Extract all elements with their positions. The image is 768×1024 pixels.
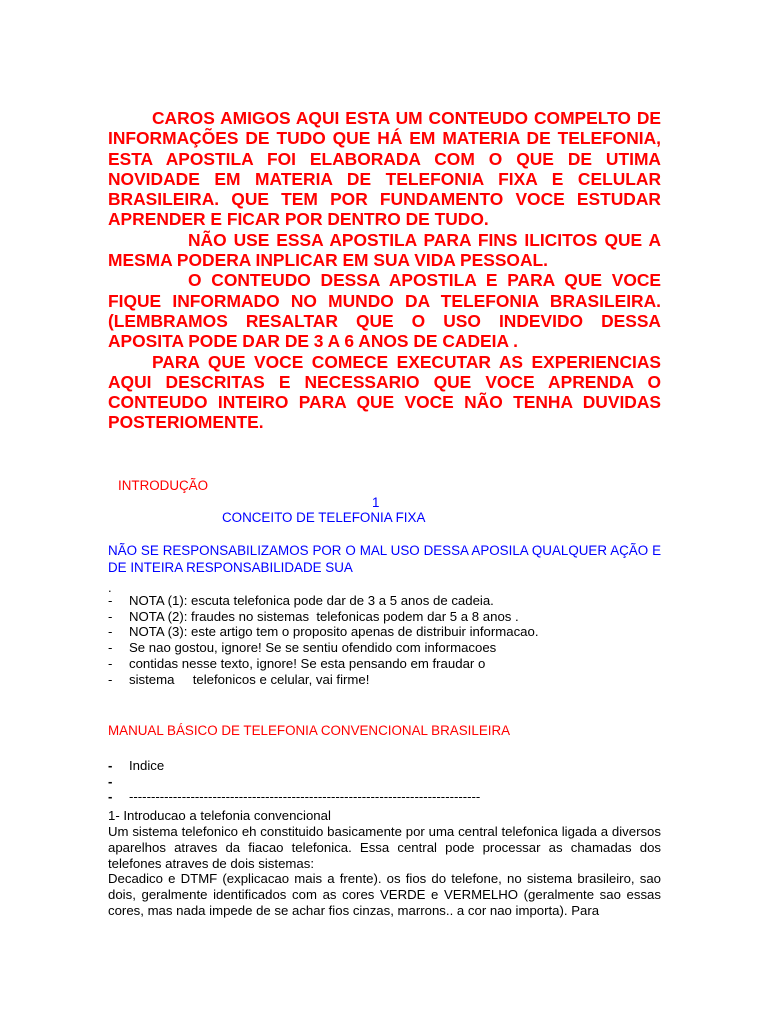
intro-heading: INTRODUÇÃO (118, 478, 209, 493)
list-item: - NOTA (3): este artigo tem o proposito apenas de distribuir informacao. (108, 624, 661, 640)
index-divider: - -------------------------------------------------------------------------------- (108, 789, 661, 805)
index-list (108, 758, 661, 805)
list-item: - Se nao gostou, ignore! Se se sentiu ofendido com informacoes (108, 640, 661, 656)
body-text (108, 824, 661, 919)
page-number: 1 (372, 495, 380, 510)
warning-paragraph: PARA QUE VOCE COMECE EXECUTAR AS EXPERIENCIAS AQUI DESCRITAS E NECESSARIO QUE VOCE APRENDA O CONTEUDO INTEIRO PARA QUE VOCE NÃO TENHA DUVIDAS POSTERIOMENTE. (108, 351, 661, 433)
disclaimer-text: NÃO SE RESPONSABILIZAMOS POR O MAL USO DESSA APOSILA QUALQUER AÇÃO E DE INTEIRA RESPONSABILIDADE SUA (108, 543, 661, 575)
warning-paragraph: NÃO USE ESSA APOSTILA PARA FINS ILICITOS QUE A MESMA PODERA INPLICAR EM SUA VIDA PESSOAL. (108, 229, 661, 271)
index-empty-item (108, 774, 661, 790)
body-paragraph: Decadico e DTMF (explicacao mais a frente). os fios do telefone, no sistema brasileiro, sao dois, geralmente identificados com as cores VERDE e VERMELHO (geralmente sao essas cores, mas nada impede de se achar fios cinzas, marrons.. a cor nao importa). Para (108, 871, 661, 918)
manual-heading: MANUAL BÁSICO DE TELEFONIA CONVENCIONAL BRASILEIRA (108, 723, 511, 738)
list-item: - contidas nesse texto, ignore! Se esta pensando em fraudar o (108, 656, 661, 672)
warning-paragraph: O CONTEUDO DESSA APOSTILA E PARA QUE VOCE FIQUE INFORMADO NO MUNDO DA TELEFONIA BRASILEIRA. (LEMBRAMOS RESALTAR QUE O USO INDEVIDO DESSA APOSITA PODE DAR DE 3 A 6 ANOS DE CADEIA . (108, 270, 661, 352)
index-label: - Indice (108, 758, 661, 774)
list-item: - NOTA (1): escuta telefonica pode dar de 3 a 5 anos de cadeia. (108, 593, 661, 609)
notes-list (108, 593, 661, 687)
warning-paragraph: CAROS AMIGOS AQUI ESTA UM CONTEUDO COMPELTO DE INFORMAÇÕES DE TUDO QUE HÁ EM MATERIA DE TELEFONIA, ESTA APOSTILA FOI ELABORADA COM O QUE DE UTIMA NOVIDADE EM MATERIA DE TELEFONIA FIXA E CELULAR BRASILEIRA. QUE TEM POR FUNDAMENTO VOCE ESTUDAR APRENDER E FICAR POR DENTRO DE TUDO. (108, 108, 661, 230)
list-item: - NOTA (2): fraudes no sistemas telefonicas podem dar 5 a 8 anos . (108, 609, 661, 625)
warning-block (108, 108, 661, 433)
body-paragraph: Um sistema telefonico eh constituido basicamente por uma central telefonica ligada a diversos aparelhos atraves da fiacao telefonica. Essa central pode processar as chamadas dos telefones atraves de dois sistemas: (108, 824, 661, 871)
list-item: - sistema telefonicos e celular, vai firme! (108, 672, 661, 688)
stray-dot: . (108, 580, 112, 595)
concept-heading: CONCEITO DE TELEFONIA FIXA (222, 510, 426, 525)
section-heading: 1- Introducao a telefonia convencional (108, 808, 331, 823)
